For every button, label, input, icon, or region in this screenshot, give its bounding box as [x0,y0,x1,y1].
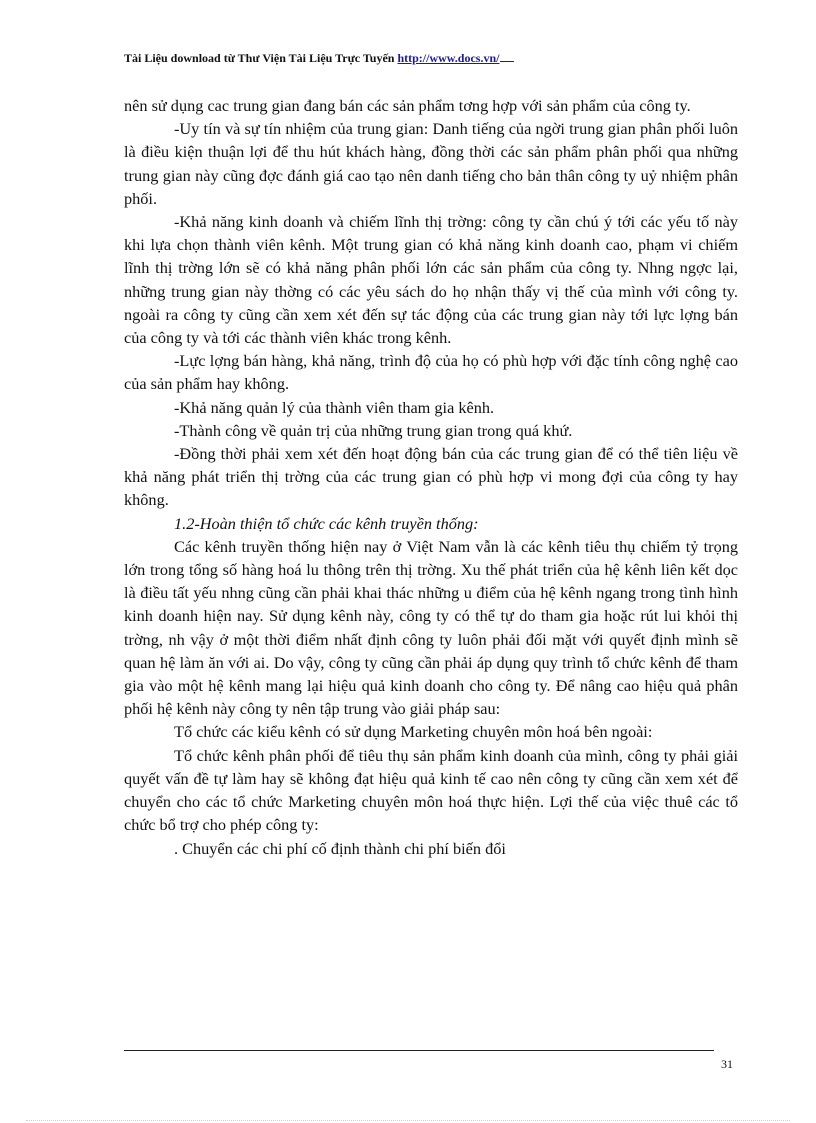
paragraph-traditional-channels: Các kênh truyền thống hiện nay ở Việt Nam vẫn là các kênh tiêu thụ chiếm tỷ trọng lớn trong tổng số hàng hoá lu thông trên thị trờng. Xu thế phát triển của hệ kênh liên kết dọc là điều tất yếu nhng cũng cần phải khai thác những u điểm của hệ kênh ngang trong tình hình kinh doanh hiện nay. Sử dụng kênh này, công ty có thể tự do tham gia hoặc rút lui khỏi thị trờng, nh vậy ở một thời điểm nhất định công ty luôn phải đối mặt với quyết định mình sẽ quan hệ làm ăn với ai. Do vậy, công ty cũng cần phải áp dụng quy trình tổ chức kênh để tham gia vào một hệ kênh mang lại hiệu quả kinh doanh cho công ty. Để nâng cao hiệu quả phân phối hệ kênh này công ty nên tập trung vào giải pháp sau: [124,536,738,719]
page-number: 31 [721,1057,733,1071]
paragraph-cost-conversion: . Chuyển các chi phí cố định thành chi phí biến đổi [174,838,506,858]
paragraph-past-success: -Thành công về quản trị của những trung gian trong quá khứ. [174,420,573,440]
paragraph-management: -Khả năng quản lý của thành viên tham gia kênh. [174,397,495,417]
paragraph-business-capacity: -Khả năng kinh doanh và chiếm lĩnh thị trờng: công ty cần chú ý tới các yếu tố này khi lựa chọn thành viên kênh. Một trung gian có khả năng kinh doanh cao, phạm vi chiếm lĩnh thị trờng lớn sẽ có khả năng phân phối lớn các sản phẩm của công ty. Nhng ngợc lại, những trung gian này thờng có các yêu sách do họ nhận thấy vị thế của mình với công ty. ngoài ra công ty cũng cần xem xét đến sự tác động của các trung gian này tới lực lợng bán của công ty và tới các thành viên khác trong kênh. [124,212,738,348]
document-body [124,94,738,860]
section-heading: 1.2-Hoàn thiện tổ chức các kênh truyền thống: [174,513,479,533]
paragraph-sales-force: -Lực lợng bán hàng, khả năng, trình độ của họ có phù hợp với đặc tính công nghệ cao của sản phẩm hay không. [124,351,738,394]
paragraph-reputation: -Uy tín và sự tín nhiệm của trung gian: Danh tiếng của ngời trung gian phân phối luôn là điều kiện thuận lợi để thu hút khách hàng, đồng thời các sản phẩm phân phối qua những trung gian này cũng đợc đánh giá cao tạo nên danh tiếng cho bản thân công ty uỷ nhiệm phân phối. [124,119,738,208]
header-link-underline [500,50,514,62]
header-link[interactable]: http://www.docs.vn/ [397,51,500,65]
footer-divider [124,1050,714,1051]
page-header [124,50,514,66]
page-edge [26,1120,790,1121]
header-text: Tài Liệu download từ Thư Viện Tài Liệu Trực Tuyến [124,51,398,65]
paragraph-sales-activity: -Đồng thời phải xem xét đến hoạt động bán của các trung gian để có thể tiên liệu về khả năng phát triển thị trờng của các trung gian có phù hợp vi mong đợi của công ty hay không. [124,444,738,510]
paragraph-channel-organization: Tổ chức kênh phân phối để tiêu thụ sản phẩm kinh doanh của mình, công ty phải giải quyết vấn đề tự làm hay sẽ không đạt hiệu quả kinh tế cao nên công ty cũng cần xem xét để chuyển cho các tổ chức Marketing chuyên môn hoá thực hiện. Lợi thế của việc thuê các tổ chức bổ trợ cho phép công ty: [124,745,738,835]
paragraph-continuation: nên sử dụng cac trung gian đang bán các sản phẩm tơng hợp với sản phẩm của công ty. [124,96,691,115]
paragraph-channel-types: Tổ chức các kiểu kênh có sử dụng Marketing chuyên môn hoá bên ngoài: [174,722,653,742]
